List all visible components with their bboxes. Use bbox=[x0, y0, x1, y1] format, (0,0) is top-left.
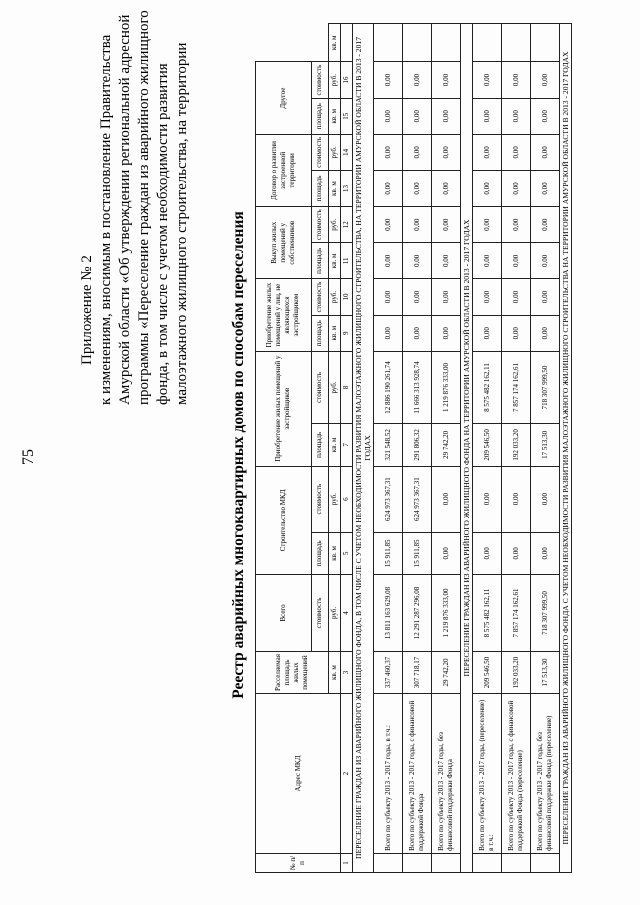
header-area: площадь bbox=[311, 170, 328, 206]
row-number bbox=[531, 853, 560, 872]
table-cell: 321 548,52 bbox=[374, 424, 403, 467]
header-num: № п/п bbox=[256, 853, 341, 872]
table-cell: 0,00 bbox=[502, 62, 531, 98]
table-cell: 0,00 bbox=[531, 170, 560, 206]
table-cell: 209 546,50 bbox=[473, 651, 502, 694]
row-label: Всего по субъекту 2013 - 2017 годы, в т.ч.: bbox=[374, 694, 403, 854]
table-row bbox=[432, 24, 461, 873]
table-cell: 0,00 bbox=[502, 134, 531, 170]
col-number: 11 bbox=[341, 243, 353, 279]
table-cell: 718 307 999,50 bbox=[531, 575, 560, 652]
table-cell: 0,00 bbox=[473, 207, 502, 243]
table-cell: 0,00 bbox=[432, 243, 461, 279]
table-cell: 0,00 bbox=[432, 207, 461, 243]
header-cost: стоимость bbox=[311, 351, 328, 423]
section-heading: ПЕРЕСЕЛЕНИЕ ГРАЖДАН ИЗ АВАРИЙНОГО ЖИЛИЩНОГО ФОНДА, В ТОМ ЧИСЛЕ С УЧЕТОМ НЕОБХОДИМОСТИ РАЗВИТИЯ МАЛОЭТАЖНОГО ЖИЛИЩНОГО СТРОИТЕЛЬСТВА, НА ТЕРРИТОРИИ АМУРСКОЙ ОБЛАСТИ В 2013 - 2017 ГОДАХ bbox=[353, 24, 374, 873]
table-cell: 0,00 bbox=[531, 315, 560, 351]
unit-cost: руб. bbox=[329, 575, 341, 652]
table-cell: 0,00 bbox=[432, 62, 461, 98]
table-cell: 0,00 bbox=[432, 532, 461, 575]
row-number bbox=[502, 853, 531, 872]
col-number: 16 bbox=[341, 62, 353, 98]
header-cost: стоимость bbox=[311, 134, 328, 170]
row-label: Всего по субъекту 2013 - 2017 годы, (переселение) в т.ч.: bbox=[473, 694, 502, 854]
row-number bbox=[432, 853, 461, 872]
table-cell: 0,00 bbox=[531, 279, 560, 315]
section-1-rows bbox=[374, 24, 461, 873]
appendix-line: к изменениям, вносимым в постановление Правительства bbox=[98, 34, 114, 405]
table-cell: 15 911,85 bbox=[374, 532, 403, 575]
document-title: Реестр аварийных многоквартирных домов по способам переселения bbox=[230, 211, 247, 699]
table-cell: 0,00 bbox=[531, 134, 560, 170]
table-cell: 29 742,20 bbox=[432, 651, 461, 694]
unit-cost: руб. bbox=[329, 466, 341, 532]
table-cell: 0,00 bbox=[502, 466, 531, 532]
unit-area: кв. м bbox=[329, 98, 341, 134]
table-cell: 0,00 bbox=[473, 170, 502, 206]
table-row bbox=[403, 24, 432, 873]
table-row bbox=[374, 24, 403, 873]
table-cell: 0,00 bbox=[502, 315, 531, 351]
table-cell: 0,00 bbox=[374, 98, 403, 134]
row-label: Всего по субъекту 2013 - 2017 годы, с финансовой поддержкой Фонда (переселение) bbox=[502, 694, 531, 854]
table-cell: 1 219 876 333,00 bbox=[432, 575, 461, 652]
table-row bbox=[473, 24, 502, 873]
appendix-line: программы «Переселение граждан из аварийного жилищного bbox=[136, 10, 152, 405]
table-cell: 192 033,20 bbox=[502, 424, 531, 467]
table-cell: 337 460,37 bbox=[374, 651, 403, 694]
unit-cost: руб. bbox=[329, 351, 341, 423]
col-number: 8 bbox=[341, 351, 353, 423]
table-cell: 0,00 bbox=[473, 279, 502, 315]
table-cell: 0,00 bbox=[432, 134, 461, 170]
registry-table bbox=[255, 23, 572, 873]
unit-area: кв. м bbox=[329, 424, 341, 467]
col-number: 4 bbox=[341, 575, 353, 652]
table-cell: 0,00 bbox=[374, 315, 403, 351]
table-cell: 209 546,50 bbox=[473, 424, 502, 467]
header-area: площадь bbox=[311, 243, 328, 279]
table-cell: 0,00 bbox=[374, 207, 403, 243]
table-cell: 291 806,32 bbox=[403, 424, 432, 467]
col-number: 6 bbox=[341, 466, 353, 532]
table-cell: 192 033,20 bbox=[502, 651, 531, 694]
header-resettled-area: Расселяемая площадь жилых помещений bbox=[256, 651, 329, 694]
header-address: Адрес МКД bbox=[256, 694, 341, 854]
unit-area: кв. м bbox=[329, 532, 341, 575]
table-cell: 0,00 bbox=[531, 532, 560, 575]
unit-area: кв. м bbox=[329, 24, 341, 62]
appendix-line: Приложение № 2 bbox=[79, 255, 95, 365]
table-cell: 624 973 367,31 bbox=[403, 466, 432, 532]
table-cell: 0,00 bbox=[502, 279, 531, 315]
header-other: Другое bbox=[256, 62, 312, 134]
unit-area: кв. м bbox=[329, 170, 341, 206]
table-cell: 0,00 bbox=[403, 207, 432, 243]
header-purchase-other: Приобретение жилых помещений у лиц, не являющихся застройщиком bbox=[256, 279, 312, 351]
table-cell: 0,00 bbox=[432, 98, 461, 134]
table-cell: 0,00 bbox=[374, 62, 403, 98]
unit-cost: руб. bbox=[329, 134, 341, 170]
appendix-line: фонда, в том числе с учетом необходимости развития bbox=[155, 63, 171, 405]
col-number: 14 bbox=[341, 134, 353, 170]
table-cell: 0,00 bbox=[374, 279, 403, 315]
appendix-line: малоэтажного жилищного строительства, на территории bbox=[174, 42, 190, 405]
table-cell: 0,00 bbox=[432, 279, 461, 315]
table-cell: 11 666 313 928,74 bbox=[403, 351, 432, 423]
table-cell: 8 575 482 162,11 bbox=[473, 351, 502, 423]
table-cell: 12 886 190 261,74 bbox=[374, 351, 403, 423]
table-cell: 0,00 bbox=[374, 243, 403, 279]
table-cell: 0,00 bbox=[531, 466, 560, 532]
table-cell: 307 718,17 bbox=[403, 651, 432, 694]
unit-area: кв. м bbox=[329, 315, 341, 351]
table-cell: 0,00 bbox=[432, 315, 461, 351]
section-2-rows bbox=[473, 24, 560, 873]
table-cell: 624 973 367,31 bbox=[374, 466, 403, 532]
page-number: 75 bbox=[20, 449, 37, 465]
col-number: 9 bbox=[341, 315, 353, 351]
col-number: 13 bbox=[341, 170, 353, 206]
table-cell: 0,00 bbox=[531, 98, 560, 134]
header-cost: стоимость bbox=[311, 466, 328, 532]
table-cell: 0,00 bbox=[473, 532, 502, 575]
col-number: 10 bbox=[341, 279, 353, 315]
appendix-line: Амурской области «Об утверждении региональной адресной bbox=[117, 14, 133, 405]
table-cell: 718 307 999,50 bbox=[531, 351, 560, 423]
table-cell: 0,00 bbox=[473, 134, 502, 170]
header-buyout: Выкуп жилых помещений у собственников bbox=[256, 207, 312, 279]
table-row bbox=[531, 24, 560, 873]
table-cell: 7 857 174 162,61 bbox=[502, 575, 531, 652]
header-cost: стоимость bbox=[311, 279, 328, 315]
column-numbers-row bbox=[341, 24, 353, 873]
table-cell: 0,00 bbox=[502, 207, 531, 243]
table-cell: 0,00 bbox=[473, 315, 502, 351]
table-cell: 0,00 bbox=[403, 134, 432, 170]
table-cell: 15 911,85 bbox=[403, 532, 432, 575]
table-cell: 0,00 bbox=[403, 62, 432, 98]
header-cost: стоимость bbox=[311, 575, 328, 652]
header-development: Договор о развитии застроенной территории bbox=[256, 134, 312, 206]
row-label: Всего по субъекту 2013 - 2017 годы, с финансовой поддержкой Фонда bbox=[403, 694, 432, 854]
table-cell: 0,00 bbox=[531, 207, 560, 243]
col-number: 12 bbox=[341, 207, 353, 243]
unit-cost: руб. bbox=[329, 62, 341, 98]
row-number bbox=[374, 853, 403, 872]
table-cell: 0,00 bbox=[403, 279, 432, 315]
col-number: 2 bbox=[341, 694, 353, 854]
col-number: 3 bbox=[341, 651, 353, 694]
unit-area: кв. м bbox=[329, 243, 341, 279]
table-cell: 7 857 174 162,61 bbox=[502, 351, 531, 423]
table-cell: 1 219 876 333,00 bbox=[432, 351, 461, 423]
table-cell: 0,00 bbox=[502, 532, 531, 575]
table-cell: 0,00 bbox=[502, 98, 531, 134]
table-cell: 29 742,20 bbox=[432, 424, 461, 467]
unit-cost: руб. bbox=[329, 279, 341, 315]
row-number bbox=[403, 853, 432, 872]
table-cell: 0,00 bbox=[473, 466, 502, 532]
table-cell: 0,00 bbox=[374, 134, 403, 170]
section-heading: ПЕРЕСЕЛЕНИЕ ГРАЖДАН ИЗ АВАРИЙНОГО ЖИЛИЩНОГО ФОНДА С УЧЕТОМ НЕОБХОДИМОСТИ РАЗВИТИЯ МАЛОЭТАЖНОГО ЖИЛИЩНОГО СТРОИТЕЛЬСТВА НА ТЕРРИТОРИИ АМУРСКОЙ ОБЛАСТИ В 2013 - 2017 ГОДАХ bbox=[560, 24, 572, 873]
col-number: 7 bbox=[341, 424, 353, 467]
table-cell: 0,00 bbox=[531, 62, 560, 98]
table-cell: 0,00 bbox=[473, 243, 502, 279]
unit-cost: руб. bbox=[329, 207, 341, 243]
header-cost: стоимость bbox=[311, 207, 328, 243]
header-purchase-builders: Приобретение жилых помещений у застройщиков bbox=[256, 351, 312, 466]
col-number: 1 bbox=[341, 853, 353, 872]
unit-area: кв. м bbox=[329, 651, 341, 694]
row-label: Всего по субъекту 2013 - 2017 годы, без финансовой поддержки Фонда (переселение) bbox=[531, 694, 560, 854]
table-cell: 17 513,30 bbox=[531, 424, 560, 467]
table-row bbox=[502, 24, 531, 873]
table-cell: 8 575 482 162,11 bbox=[473, 575, 502, 652]
header-area: площадь bbox=[311, 315, 328, 351]
table-cell: 0,00 bbox=[403, 170, 432, 206]
header-construction: Строительство МКД bbox=[256, 466, 312, 575]
col-number: 5 bbox=[341, 532, 353, 575]
table-cell: 0,00 bbox=[432, 466, 461, 532]
table-cell: 0,00 bbox=[403, 243, 432, 279]
table-cell: 0,00 bbox=[432, 170, 461, 206]
header-area: площадь bbox=[311, 424, 328, 467]
table-cell: 0,00 bbox=[374, 170, 403, 206]
header-area: площадь bbox=[311, 98, 328, 134]
table-cell: 0,00 bbox=[531, 243, 560, 279]
col-number: 15 bbox=[341, 98, 353, 134]
table-cell: 13 811 163 629,08 bbox=[374, 575, 403, 652]
header-cost: стоимость bbox=[311, 62, 328, 98]
row-number bbox=[473, 853, 502, 872]
table-cell: 17 513,30 bbox=[531, 651, 560, 694]
section-heading: ПЕРЕСЕЛЕНИЕ ГРАЖДАН ИЗ АВАРИЙНОГО ЖИЛИЩНОГО ФОНДА НА ТЕРРИТОРИИ АМУРСКОЙ ОБЛАСТИ В 2013 - 2017 ГОДАХ bbox=[461, 24, 473, 873]
header-total: Всего bbox=[256, 575, 312, 652]
table-cell: 0,00 bbox=[502, 243, 531, 279]
header-area: площадь bbox=[311, 532, 328, 575]
table-cell: 0,00 bbox=[502, 170, 531, 206]
table-cell: 0,00 bbox=[403, 98, 432, 134]
appendix-header bbox=[78, 5, 192, 405]
table-cell: 0,00 bbox=[473, 98, 502, 134]
table-cell: 0,00 bbox=[403, 315, 432, 351]
row-label: Всего по субъекту 2013 - 2017 годы, без финансовой поддержки Фонда bbox=[432, 694, 461, 854]
table-cell: 12 291 287 296,08 bbox=[403, 575, 432, 652]
table-cell: 0,00 bbox=[473, 62, 502, 98]
